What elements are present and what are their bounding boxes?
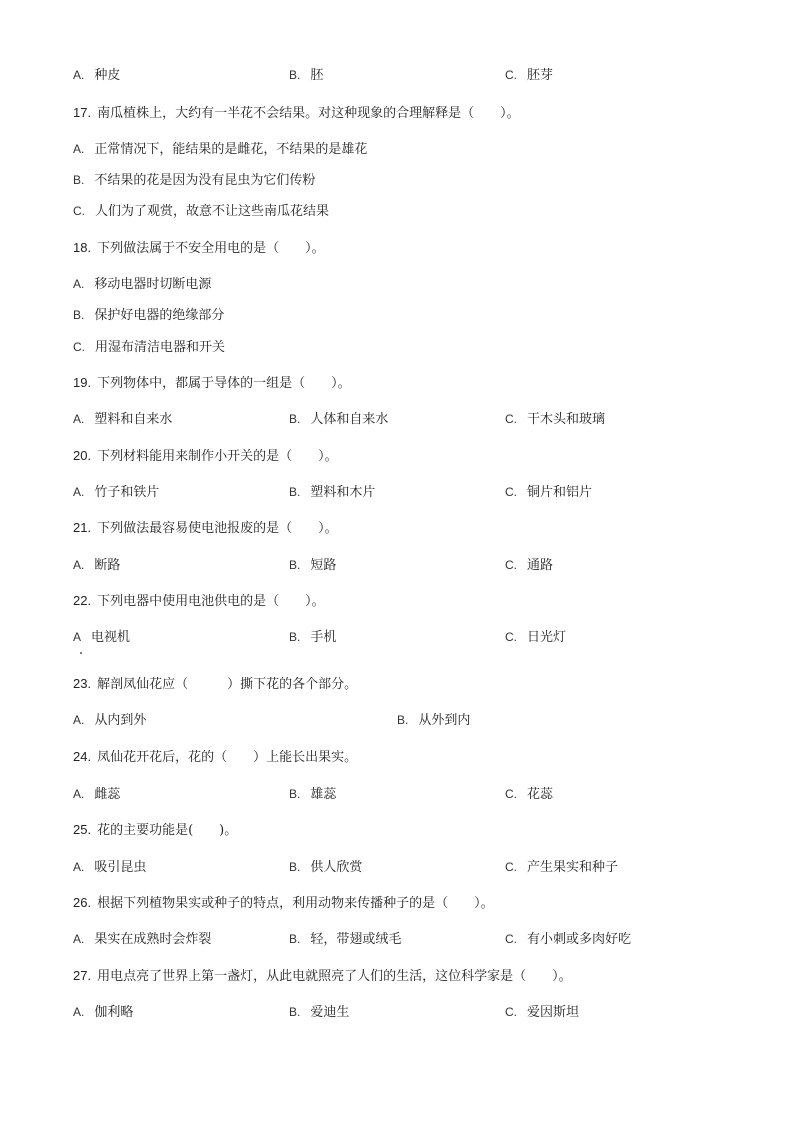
q18-option-c[interactable]: C. 用湿布清洁电器和开关 — [73, 340, 226, 355]
q16-options — [0, 65, 793, 85]
q23-option-b[interactable]: B. 从外到内 — [397, 713, 471, 728]
q26-option-c[interactable]: C. 有小刺或多肉好吃 — [505, 932, 632, 947]
q22-stem: 22. 下列电器中使用电池供电的是（ ）。 — [73, 593, 325, 609]
q21-option-a[interactable]: A. 断路 — [73, 558, 121, 573]
q27-option-b[interactable]: B. 爱迪生 — [289, 1005, 350, 1020]
q27-options — [0, 1002, 793, 1022]
q17-stem: 17. 南瓜植株上，大约有一半花不会结果。对这种现象的合理解释是（ ）。 — [73, 105, 520, 121]
q24-option-c[interactable]: C. 花蕊 — [505, 787, 554, 802]
q25-option-a[interactable]: A. 吸引昆虫 — [73, 860, 147, 875]
q27-stem: 27. 用电点亮了世界上第一盏灯，从此电就照亮了人们的生活，这位科学家是（ ）。 — [73, 968, 572, 984]
q18-option-b[interactable]: B. 保护好电器的绝缘部分 — [73, 308, 225, 323]
q20-option-a[interactable]: A. 竹子和铁片 — [73, 485, 160, 500]
q26-options — [0, 929, 793, 949]
q16-option-b[interactable]: B. 胚 — [289, 68, 324, 83]
q21-option-b[interactable]: B. 短路 — [289, 558, 337, 573]
q22-option-b[interactable]: B. 手机 — [289, 630, 337, 645]
q26-option-b[interactable]: B. 轻，带翅或绒毛 — [289, 932, 402, 947]
q21-option-c[interactable]: C. 通路 — [505, 558, 554, 573]
q19-stem: 19. 下列物体中，都属于导体的一组是（ ）。 — [73, 375, 351, 391]
q23-option-a[interactable]: A. 从内到外 — [73, 713, 147, 728]
q19-option-c[interactable]: C. 干木头和玻璃 — [505, 412, 606, 427]
q22-option-c[interactable]: C. 日光灯 — [505, 630, 567, 645]
q25-option-c[interactable]: C. 产生果实和种子 — [505, 860, 619, 875]
stray-dot — [80, 652, 82, 654]
q20-option-c[interactable]: C. 铜片和铝片 — [505, 485, 593, 500]
q25-options — [0, 857, 793, 877]
q25-stem: 25. 花的主要功能是( )。 — [73, 822, 238, 838]
q16-option-c[interactable]: C. 胚芽 — [505, 68, 554, 83]
q24-stem: 24. 凤仙花开花后，花的（ ）上能长出果实。 — [73, 749, 358, 765]
q18-option-a[interactable]: A. 移动电器时切断电源 — [73, 277, 212, 292]
q17-option-a[interactable]: A. 正常情况下，能结果的是雌花，不结果的是雄花 — [73, 142, 368, 157]
q19-option-a[interactable]: A. 塑料和自来水 — [73, 412, 173, 427]
q25-option-b[interactable]: B. 供人欣赏 — [289, 860, 363, 875]
q27-option-a[interactable]: A. 伽利略 — [73, 1005, 134, 1020]
q27-option-c[interactable]: C. 爱因斯坦 — [505, 1005, 580, 1020]
q19-option-b[interactable]: B. 人体和自来水 — [289, 412, 389, 427]
q26-stem: 26. 根据下列植物果实或种子的特点，利用动物来传播种子的是（ ）。 — [73, 895, 494, 911]
q24-option-b[interactable]: B. 雄蕊 — [289, 787, 337, 802]
q20-options — [0, 482, 793, 502]
q19-options — [0, 409, 793, 429]
q17-option-b[interactable]: B. 不结果的花是因为没有昆虫为它们传粉 — [73, 173, 316, 188]
q20-option-b[interactable]: B. 塑料和木片 — [289, 485, 376, 500]
q26-option-a[interactable]: A. 果实在成熟时会炸裂 — [73, 932, 212, 947]
q23-stem: 23. 解剖凤仙花应（ ）撕下花的各个部分。 — [73, 676, 358, 692]
q16-option-a[interactable]: A. 种皮 — [73, 68, 121, 83]
q24-option-a[interactable]: A. 雌蕊 — [73, 787, 121, 802]
q20-stem: 20. 下列材料能用来制作小开关的是（ ）。 — [73, 448, 338, 464]
q22-options — [0, 627, 793, 647]
q21-stem: 21. 下列做法最容易使电池报废的是（ ）。 — [73, 520, 338, 536]
q23-options — [0, 710, 793, 730]
q17-option-c[interactable]: C. 人们为了观赏，故意不让这些南瓜花结果 — [73, 204, 330, 219]
q22-option-a[interactable]: A 电视机 — [73, 630, 131, 645]
q24-options — [0, 784, 793, 804]
q21-options — [0, 555, 793, 575]
q18-stem: 18. 下列做法属于不安全用电的是（ ）。 — [73, 240, 325, 256]
